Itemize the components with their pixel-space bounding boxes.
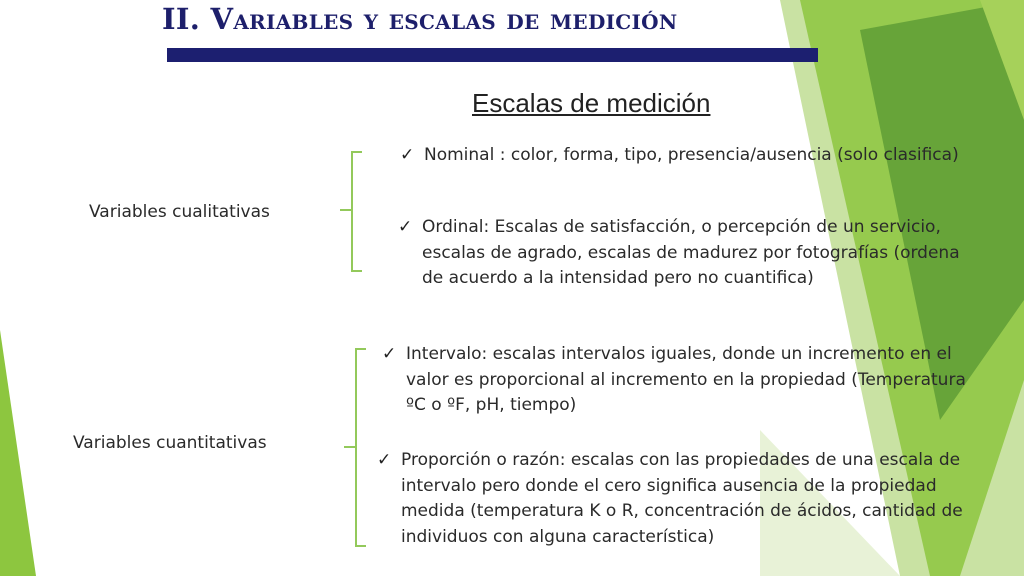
checkmark-icon: ✓ bbox=[400, 145, 415, 165]
checkmark-icon: ✓ bbox=[382, 344, 397, 364]
list-item-nominal bbox=[398, 143, 959, 169]
section-subtitle: Escalas de medición bbox=[472, 88, 711, 118]
group-label-cuantitativas: Variables cuantitativas bbox=[73, 433, 267, 453]
checkmark-icon: ✓ bbox=[377, 450, 392, 470]
list-item-razon bbox=[375, 448, 1005, 550]
checkmark-icon: ✓ bbox=[398, 217, 413, 237]
item-text: Nominal : color, forma, tipo, presencia/ausencia (solo clasifica) bbox=[424, 145, 959, 165]
slide-title: II. Variables y escalas de medición bbox=[162, 2, 678, 36]
brace-cualitativas bbox=[338, 150, 368, 274]
list-item-intervalo bbox=[380, 342, 991, 419]
item-text: Intervalo: escalas intervalos iguales, donde un incremento en el valor es proporcional al incremento en la propiedad (Temperatura ºC o ºF, pH, tiempo) bbox=[406, 344, 966, 415]
title-underline-bar bbox=[167, 48, 818, 62]
item-text: Proporción o razón: escalas con las propiedades de una escala de intervalo pero donde el cero significa ausencia de la propiedad medida (temperatura K o R, concentración de ácidos, cantidad de individuos con alguna característica) bbox=[401, 450, 963, 547]
list-item-ordinal bbox=[396, 215, 972, 292]
item-text: Ordinal: Escalas de satisfacción, o percepción de un servicio, escalas de agrado, escalas de madurez por fotografías (ordena de acuerdo a la intensidad pero no cuantifica) bbox=[422, 217, 960, 288]
green-left-sliver bbox=[0, 330, 36, 576]
brace-cuantitativas bbox=[342, 347, 372, 549]
group-label-cualitativas: Variables cualitativas bbox=[89, 202, 270, 222]
